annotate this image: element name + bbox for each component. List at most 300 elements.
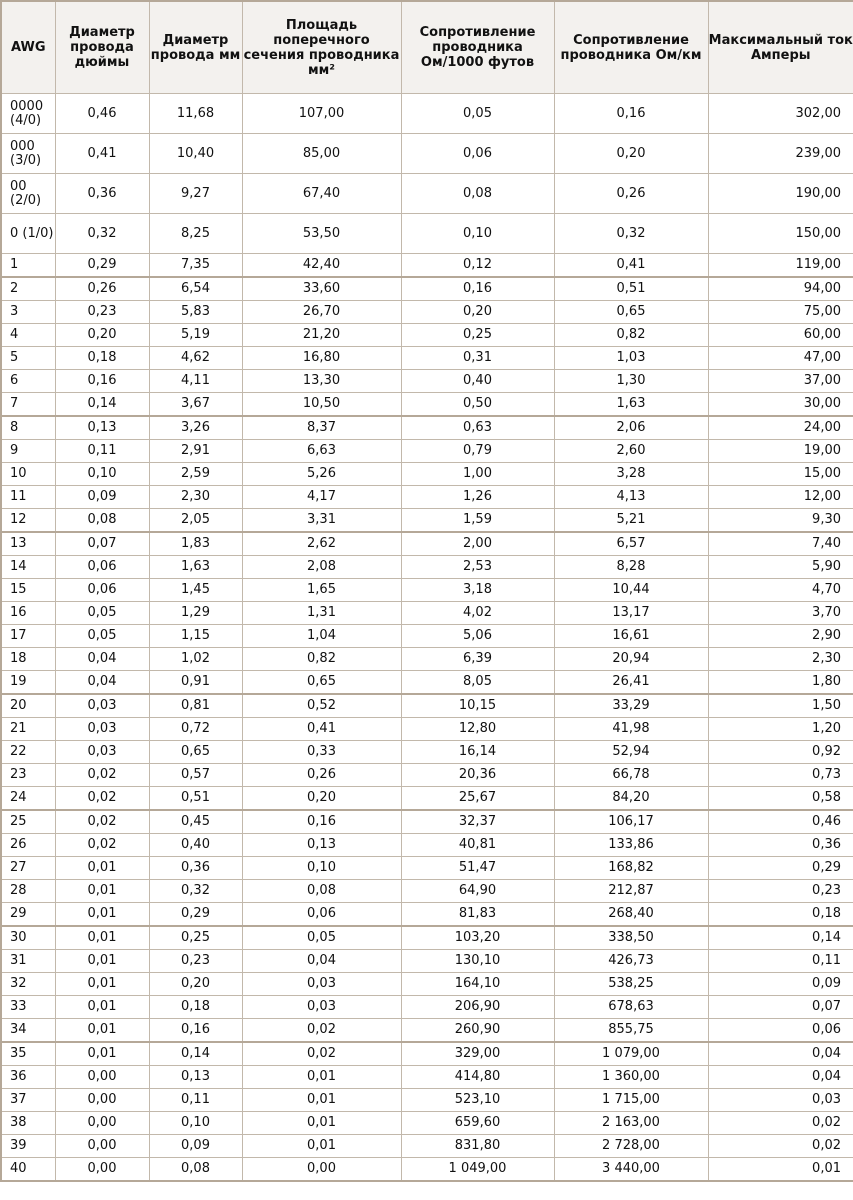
max-current-cell: 19,00 <box>708 440 853 463</box>
table-row <box>1 277 853 301</box>
max-current-cell: 37,00 <box>708 370 853 393</box>
awg-cell: 12 <box>1 509 55 533</box>
table-row <box>1 973 853 996</box>
awg-cell: 3 <box>1 301 55 324</box>
awg-cell: 16 <box>1 602 55 625</box>
table-row <box>1 486 853 509</box>
awg-cell: 0 (1/0) <box>1 214 55 254</box>
resistance-km-cell: 0,20 <box>554 134 708 174</box>
diameter-inches-cell: 0,18 <box>55 347 149 370</box>
resistance-km-cell: 33,29 <box>554 694 708 718</box>
diameter-mm-cell: 4,62 <box>149 347 242 370</box>
resistance-km-cell: 10,44 <box>554 579 708 602</box>
diameter-inches-cell: 0,04 <box>55 648 149 671</box>
cross-section-cell: 0,82 <box>242 648 401 671</box>
cross-section-cell: 0,33 <box>242 741 401 764</box>
resistance-ft-cell: 25,67 <box>401 787 554 811</box>
awg-cell: 23 <box>1 764 55 787</box>
diameter-inches-cell: 0,05 <box>55 625 149 648</box>
diameter-inches-cell: 0,23 <box>55 301 149 324</box>
diameter-mm-cell: 9,27 <box>149 174 242 214</box>
resistance-ft-cell: 2,53 <box>401 556 554 579</box>
resistance-km-cell: 1 079,00 <box>554 1042 708 1066</box>
diameter-mm-cell: 0,91 <box>149 671 242 695</box>
diameter-mm-cell: 0,65 <box>149 741 242 764</box>
diameter-inches-cell: 0,20 <box>55 324 149 347</box>
cross-section-cell: 0,01 <box>242 1066 401 1089</box>
table-row <box>1 1066 853 1089</box>
resistance-ft-cell: 12,80 <box>401 718 554 741</box>
table-row <box>1 764 853 787</box>
resistance-km-cell: 5,21 <box>554 509 708 533</box>
resistance-ft-cell: 0,20 <box>401 301 554 324</box>
diameter-inches-cell: 0,00 <box>55 1135 149 1158</box>
header-row <box>1 1 853 94</box>
awg-cell: 17 <box>1 625 55 648</box>
diameter-mm-cell: 0,10 <box>149 1112 242 1135</box>
resistance-km-cell: 8,28 <box>554 556 708 579</box>
resistance-ft-cell: 32,37 <box>401 810 554 834</box>
cross-section-cell: 107,00 <box>242 94 401 134</box>
diameter-inches-cell: 0,46 <box>55 94 149 134</box>
awg-cell: 10 <box>1 463 55 486</box>
diameter-inches-cell: 0,01 <box>55 1019 149 1043</box>
resistance-km-cell: 855,75 <box>554 1019 708 1043</box>
diameter-inches-cell: 0,05 <box>55 602 149 625</box>
resistance-ft-cell: 5,06 <box>401 625 554 648</box>
awg-cell: 4 <box>1 324 55 347</box>
diameter-inches-cell: 0,16 <box>55 370 149 393</box>
cross-section-cell: 0,02 <box>242 1042 401 1066</box>
diameter-inches-cell: 0,09 <box>55 486 149 509</box>
diameter-inches-cell: 0,01 <box>55 996 149 1019</box>
table-row <box>1 440 853 463</box>
cross-section-cell: 4,17 <box>242 486 401 509</box>
diameter-mm-cell: 3,26 <box>149 416 242 440</box>
diameter-mm-cell: 3,67 <box>149 393 242 417</box>
resistance-ft-cell: 164,10 <box>401 973 554 996</box>
resistance-km-cell: 0,16 <box>554 94 708 134</box>
table-header <box>1 1 853 94</box>
max-current-cell: 24,00 <box>708 416 853 440</box>
resistance-km-cell: 4,13 <box>554 486 708 509</box>
diameter-inches-cell: 0,02 <box>55 834 149 857</box>
diameter-mm-cell: 0,09 <box>149 1135 242 1158</box>
resistance-km-cell: 1,30 <box>554 370 708 393</box>
max-current-cell: 0,06 <box>708 1019 853 1043</box>
table-row <box>1 532 853 556</box>
diameter-mm-cell: 1,63 <box>149 556 242 579</box>
max-current-cell: 5,90 <box>708 556 853 579</box>
awg-cell: 29 <box>1 903 55 927</box>
header-resistance-km: Сопротивление проводника Ом/км <box>554 1 708 94</box>
awg-cell: 33 <box>1 996 55 1019</box>
max-current-cell: 0,02 <box>708 1135 853 1158</box>
awg-cell: 40 <box>1 1158 55 1182</box>
resistance-ft-cell: 51,47 <box>401 857 554 880</box>
max-current-cell: 30,00 <box>708 393 853 417</box>
resistance-ft-cell: 0,06 <box>401 134 554 174</box>
diameter-inches-cell: 0,04 <box>55 671 149 695</box>
max-current-cell: 12,00 <box>708 486 853 509</box>
resistance-km-cell: 268,40 <box>554 903 708 927</box>
resistance-km-cell: 3,28 <box>554 463 708 486</box>
max-current-cell: 150,00 <box>708 214 853 254</box>
diameter-inches-cell: 0,29 <box>55 254 149 278</box>
cross-section-cell: 21,20 <box>242 324 401 347</box>
cross-section-cell: 67,40 <box>242 174 401 214</box>
max-current-cell: 3,70 <box>708 602 853 625</box>
diameter-inches-cell: 0,02 <box>55 787 149 811</box>
diameter-mm-cell: 7,35 <box>149 254 242 278</box>
table-row <box>1 463 853 486</box>
awg-cell: 36 <box>1 1066 55 1089</box>
max-current-cell: 60,00 <box>708 324 853 347</box>
resistance-km-cell: 3 440,00 <box>554 1158 708 1182</box>
max-current-cell: 0,18 <box>708 903 853 927</box>
diameter-mm-cell: 0,40 <box>149 834 242 857</box>
resistance-km-cell: 52,94 <box>554 741 708 764</box>
awg-cell: 26 <box>1 834 55 857</box>
diameter-mm-cell: 8,25 <box>149 214 242 254</box>
table-row <box>1 174 853 214</box>
cross-section-cell: 2,08 <box>242 556 401 579</box>
cross-section-cell: 0,04 <box>242 950 401 973</box>
header-awg: AWG <box>1 1 55 94</box>
resistance-ft-cell: 4,02 <box>401 602 554 625</box>
resistance-km-cell: 2,06 <box>554 416 708 440</box>
max-current-cell: 190,00 <box>708 174 853 214</box>
table-row <box>1 324 853 347</box>
diameter-inches-cell: 0,10 <box>55 463 149 486</box>
header-resistance-ft: Сопротивление проводника Ом/1000 футов <box>401 1 554 94</box>
table-row <box>1 416 853 440</box>
max-current-cell: 0,73 <box>708 764 853 787</box>
cross-section-cell: 0,01 <box>242 1112 401 1135</box>
max-current-cell: 9,30 <box>708 509 853 533</box>
resistance-ft-cell: 0,40 <box>401 370 554 393</box>
cross-section-cell: 0,03 <box>242 973 401 996</box>
resistance-ft-cell: 329,00 <box>401 1042 554 1066</box>
diameter-inches-cell: 0,02 <box>55 764 149 787</box>
cross-section-cell: 6,63 <box>242 440 401 463</box>
cross-section-cell: 0,01 <box>242 1089 401 1112</box>
awg-cell: 1 <box>1 254 55 278</box>
cross-section-cell: 0,00 <box>242 1158 401 1182</box>
diameter-mm-cell: 1,45 <box>149 579 242 602</box>
resistance-ft-cell: 0,05 <box>401 94 554 134</box>
table-row <box>1 301 853 324</box>
table-row <box>1 857 853 880</box>
awg-cell: 7 <box>1 393 55 417</box>
max-current-cell: 0,03 <box>708 1089 853 1112</box>
table-row <box>1 94 853 134</box>
resistance-km-cell: 212,87 <box>554 880 708 903</box>
max-current-cell: 119,00 <box>708 254 853 278</box>
cross-section-cell: 0,06 <box>242 903 401 927</box>
resistance-km-cell: 0,32 <box>554 214 708 254</box>
table-row <box>1 694 853 718</box>
awg-cell: 5 <box>1 347 55 370</box>
cross-section-cell: 33,60 <box>242 277 401 301</box>
cross-section-cell: 85,00 <box>242 134 401 174</box>
resistance-ft-cell: 40,81 <box>401 834 554 857</box>
max-current-cell: 0,09 <box>708 973 853 996</box>
awg-cell: 2 <box>1 277 55 301</box>
cross-section-cell: 0,08 <box>242 880 401 903</box>
diameter-mm-cell: 4,11 <box>149 370 242 393</box>
awg-cell: 15 <box>1 579 55 602</box>
diameter-mm-cell: 2,30 <box>149 486 242 509</box>
diameter-mm-cell: 0,23 <box>149 950 242 973</box>
resistance-km-cell: 0,51 <box>554 277 708 301</box>
cross-section-cell: 0,20 <box>242 787 401 811</box>
diameter-mm-cell: 0,08 <box>149 1158 242 1182</box>
max-current-cell: 1,80 <box>708 671 853 695</box>
diameter-inches-cell: 0,00 <box>55 1158 149 1182</box>
diameter-inches-cell: 0,01 <box>55 950 149 973</box>
resistance-ft-cell: 81,83 <box>401 903 554 927</box>
max-current-cell: 302,00 <box>708 94 853 134</box>
diameter-mm-cell: 6,54 <box>149 277 242 301</box>
resistance-ft-cell: 1 049,00 <box>401 1158 554 1182</box>
awg-cell: 32 <box>1 973 55 996</box>
resistance-km-cell: 0,26 <box>554 174 708 214</box>
diameter-mm-cell: 5,19 <box>149 324 242 347</box>
resistance-km-cell: 133,86 <box>554 834 708 857</box>
resistance-ft-cell: 0,12 <box>401 254 554 278</box>
table-row <box>1 718 853 741</box>
diameter-inches-cell: 0,14 <box>55 393 149 417</box>
table-row <box>1 556 853 579</box>
awg-cell: 37 <box>1 1089 55 1112</box>
table-row <box>1 834 853 857</box>
awg-cell: 34 <box>1 1019 55 1043</box>
max-current-cell: 47,00 <box>708 347 853 370</box>
header-diameter-mm: Диаметр провода мм <box>149 1 242 94</box>
table-row <box>1 1112 853 1135</box>
table-row <box>1 625 853 648</box>
diameter-inches-cell: 0,03 <box>55 741 149 764</box>
max-current-cell: 0,02 <box>708 1112 853 1135</box>
resistance-ft-cell: 659,60 <box>401 1112 554 1135</box>
diameter-mm-cell: 2,05 <box>149 509 242 533</box>
cross-section-cell: 0,03 <box>242 996 401 1019</box>
cross-section-cell: 0,52 <box>242 694 401 718</box>
resistance-ft-cell: 64,90 <box>401 880 554 903</box>
max-current-cell: 0,23 <box>708 880 853 903</box>
max-current-cell: 2,30 <box>708 648 853 671</box>
resistance-ft-cell: 103,20 <box>401 926 554 950</box>
awg-cell: 38 <box>1 1112 55 1135</box>
resistance-km-cell: 84,20 <box>554 787 708 811</box>
resistance-ft-cell: 0,63 <box>401 416 554 440</box>
max-current-cell: 1,20 <box>708 718 853 741</box>
diameter-mm-cell: 1,83 <box>149 532 242 556</box>
awg-cell: 8 <box>1 416 55 440</box>
resistance-km-cell: 426,73 <box>554 950 708 973</box>
table-row <box>1 950 853 973</box>
resistance-ft-cell: 10,15 <box>401 694 554 718</box>
table-row <box>1 1158 853 1182</box>
awg-cell: 13 <box>1 532 55 556</box>
cross-section-cell: 0,02 <box>242 1019 401 1043</box>
awg-cell: 21 <box>1 718 55 741</box>
max-current-cell: 1,50 <box>708 694 853 718</box>
diameter-inches-cell: 0,26 <box>55 277 149 301</box>
cross-section-cell: 0,13 <box>242 834 401 857</box>
resistance-ft-cell: 206,90 <box>401 996 554 1019</box>
diameter-mm-cell: 0,45 <box>149 810 242 834</box>
table-row <box>1 370 853 393</box>
table-row <box>1 671 853 695</box>
table-row <box>1 741 853 764</box>
table-row <box>1 810 853 834</box>
diameter-inches-cell: 0,32 <box>55 214 149 254</box>
diameter-mm-cell: 0,25 <box>149 926 242 950</box>
diameter-mm-cell: 0,81 <box>149 694 242 718</box>
awg-cell: 27 <box>1 857 55 880</box>
max-current-cell: 0,58 <box>708 787 853 811</box>
resistance-km-cell: 26,41 <box>554 671 708 695</box>
max-current-cell: 0,11 <box>708 950 853 973</box>
diameter-mm-cell: 0,36 <box>149 857 242 880</box>
cross-section-cell: 0,01 <box>242 1135 401 1158</box>
resistance-km-cell: 13,17 <box>554 602 708 625</box>
diameter-inches-cell: 0,07 <box>55 532 149 556</box>
resistance-ft-cell: 0,08 <box>401 174 554 214</box>
diameter-mm-cell: 0,57 <box>149 764 242 787</box>
diameter-inches-cell: 0,02 <box>55 810 149 834</box>
header-diameter-inches: Диаметр провода дюймы <box>55 1 149 94</box>
resistance-ft-cell: 0,25 <box>401 324 554 347</box>
resistance-km-cell: 41,98 <box>554 718 708 741</box>
max-current-cell: 0,07 <box>708 996 853 1019</box>
awg-cell: 31 <box>1 950 55 973</box>
cross-section-cell: 53,50 <box>242 214 401 254</box>
awg-cell: 28 <box>1 880 55 903</box>
table-row <box>1 393 853 417</box>
cross-section-cell: 1,04 <box>242 625 401 648</box>
diameter-inches-cell: 0,06 <box>55 579 149 602</box>
awg-cell: 0000 (4/0) <box>1 94 55 134</box>
awg-cell: 35 <box>1 1042 55 1066</box>
max-current-cell: 0,29 <box>708 857 853 880</box>
awg-cell: 11 <box>1 486 55 509</box>
table-row <box>1 134 853 174</box>
resistance-km-cell: 106,17 <box>554 810 708 834</box>
diameter-inches-cell: 0,03 <box>55 694 149 718</box>
resistance-ft-cell: 2,00 <box>401 532 554 556</box>
table-row <box>1 1042 853 1066</box>
max-current-cell: 0,46 <box>708 810 853 834</box>
table-row <box>1 347 853 370</box>
table-row <box>1 509 853 533</box>
max-current-cell: 15,00 <box>708 463 853 486</box>
diameter-inches-cell: 0,00 <box>55 1089 149 1112</box>
resistance-km-cell: 1,63 <box>554 393 708 417</box>
cross-section-cell: 3,31 <box>242 509 401 533</box>
diameter-mm-cell: 0,20 <box>149 973 242 996</box>
table-row <box>1 254 853 278</box>
cross-section-cell: 1,31 <box>242 602 401 625</box>
resistance-ft-cell: 0,50 <box>401 393 554 417</box>
diameter-mm-cell: 0,18 <box>149 996 242 1019</box>
diameter-inches-cell: 0,41 <box>55 134 149 174</box>
table-row <box>1 926 853 950</box>
resistance-ft-cell: 1,00 <box>401 463 554 486</box>
max-current-cell: 0,36 <box>708 834 853 857</box>
diameter-mm-cell: 2,91 <box>149 440 242 463</box>
max-current-cell: 0,04 <box>708 1042 853 1066</box>
diameter-inches-cell: 0,01 <box>55 973 149 996</box>
awg-cell: 14 <box>1 556 55 579</box>
resistance-ft-cell: 0,10 <box>401 214 554 254</box>
cross-section-cell: 13,30 <box>242 370 401 393</box>
resistance-ft-cell: 130,10 <box>401 950 554 973</box>
diameter-mm-cell: 2,59 <box>149 463 242 486</box>
resistance-km-cell: 16,61 <box>554 625 708 648</box>
max-current-cell: 0,01 <box>708 1158 853 1182</box>
resistance-km-cell: 0,41 <box>554 254 708 278</box>
diameter-inches-cell: 0,01 <box>55 857 149 880</box>
diameter-mm-cell: 0,11 <box>149 1089 242 1112</box>
resistance-ft-cell: 0,16 <box>401 277 554 301</box>
max-current-cell: 0,92 <box>708 741 853 764</box>
awg-cell: 24 <box>1 787 55 811</box>
cross-section-cell: 0,10 <box>242 857 401 880</box>
table-row <box>1 996 853 1019</box>
cross-section-cell: 42,40 <box>242 254 401 278</box>
resistance-km-cell: 2 728,00 <box>554 1135 708 1158</box>
cross-section-cell: 0,41 <box>242 718 401 741</box>
resistance-km-cell: 338,50 <box>554 926 708 950</box>
cross-section-cell: 16,80 <box>242 347 401 370</box>
table-row <box>1 903 853 927</box>
table-row <box>1 1089 853 1112</box>
awg-cell: 25 <box>1 810 55 834</box>
resistance-km-cell: 0,65 <box>554 301 708 324</box>
resistance-ft-cell: 3,18 <box>401 579 554 602</box>
resistance-ft-cell: 1,59 <box>401 509 554 533</box>
diameter-mm-cell: 1,29 <box>149 602 242 625</box>
cross-section-cell: 0,16 <box>242 810 401 834</box>
resistance-km-cell: 66,78 <box>554 764 708 787</box>
diameter-mm-cell: 0,29 <box>149 903 242 927</box>
table-row <box>1 214 853 254</box>
max-current-cell: 239,00 <box>708 134 853 174</box>
cross-section-cell: 8,37 <box>242 416 401 440</box>
resistance-km-cell: 538,25 <box>554 973 708 996</box>
diameter-inches-cell: 0,36 <box>55 174 149 214</box>
resistance-ft-cell: 414,80 <box>401 1066 554 1089</box>
max-current-cell: 7,40 <box>708 532 853 556</box>
resistance-km-cell: 2,60 <box>554 440 708 463</box>
diameter-inches-cell: 0,11 <box>55 440 149 463</box>
awg-cell: 000 (3/0) <box>1 134 55 174</box>
awg-cell: 30 <box>1 926 55 950</box>
resistance-ft-cell: 831,80 <box>401 1135 554 1158</box>
resistance-km-cell: 20,94 <box>554 648 708 671</box>
table-row <box>1 880 853 903</box>
awg-cell: 00 (2/0) <box>1 174 55 214</box>
max-current-cell: 0,14 <box>708 926 853 950</box>
awg-cell: 18 <box>1 648 55 671</box>
cross-section-cell: 0,26 <box>242 764 401 787</box>
resistance-km-cell: 6,57 <box>554 532 708 556</box>
diameter-mm-cell: 0,32 <box>149 880 242 903</box>
resistance-ft-cell: 1,26 <box>401 486 554 509</box>
